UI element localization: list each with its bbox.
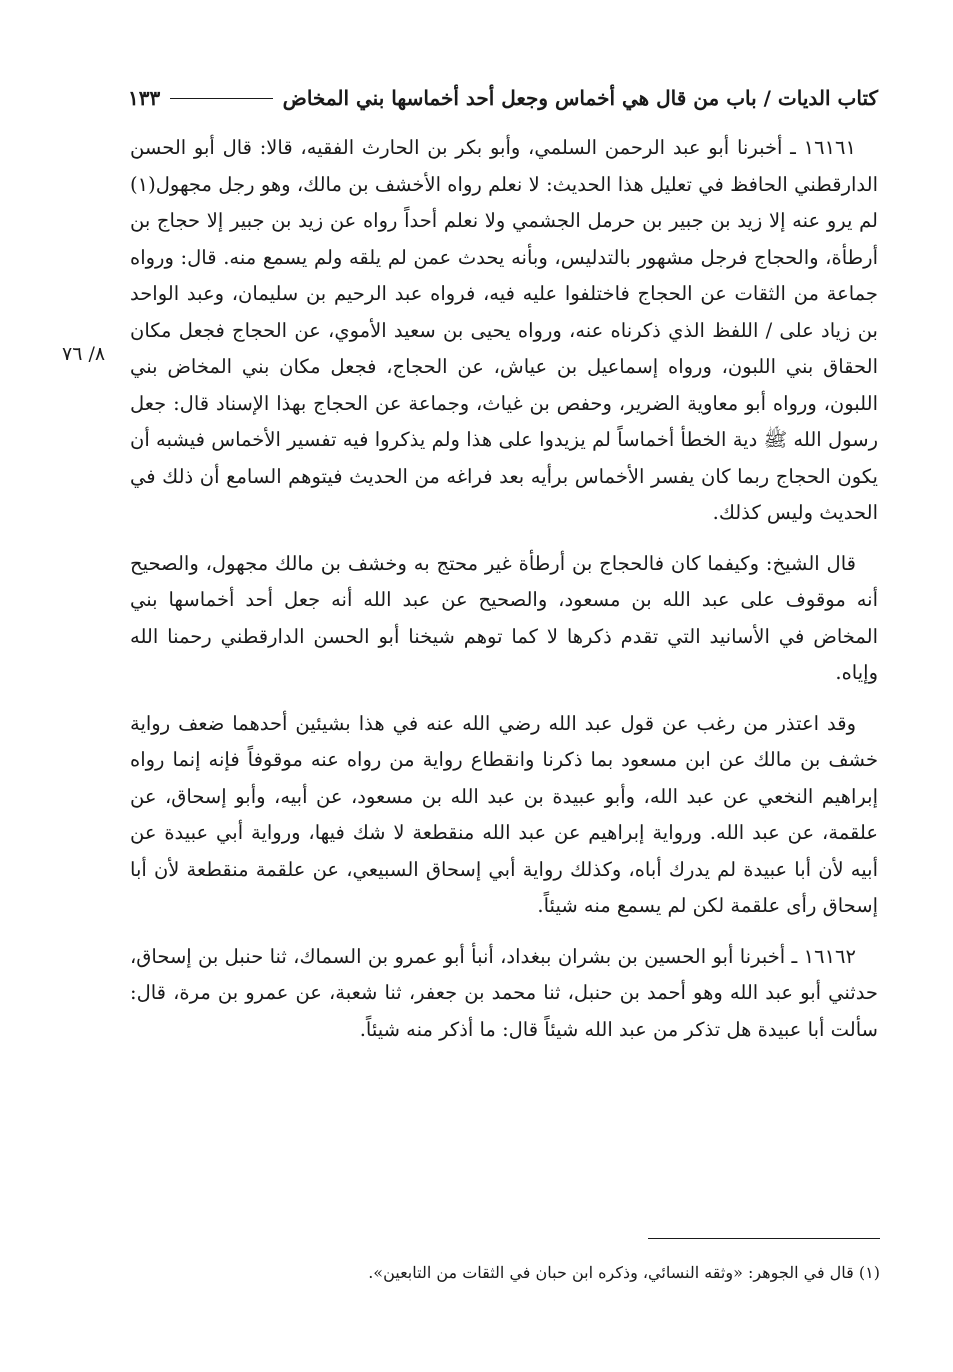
page-header (128, 78, 878, 118)
header-title: كتاب الديات / باب من قال هي أخماس وجعل أحد أخماسها بني المخاض (282, 86, 878, 110)
header-rule (170, 98, 272, 99)
paragraph-objection: وقد اعتذر من رغب عن قول عبد الله رضي الله عنه في هذا بشيئين أحدهما ضعف رواية خشف بن مالك عن ابن مسعود بما ذكرنا وانقطاع رواية من رواه عنه موقوفاً فإنه إنما رواه إبراهيم النخعي عن عبد الله، وأبو عبيدة بن عبد الله بن مسعود، عن أبيه، وأبو إسحاق، عن علقمة، عن عبد الله. ورواية إبراهيم عن عبد الله منقطعة لا شك فيها، ورواية أبي عبيدة عن أبيه لأن أبا عبيدة لم يدرك أباه، وكذلك رواية أبي إسحاق السبيعي، عن علقمة منقطعة لأن أبا إسحاق رأى علقمة لكن لم يسمع منه شيئاً. (130, 711, 878, 917)
page-number: ١٣٣ (128, 86, 161, 110)
footnote-separator (648, 1238, 880, 1239)
paragraph-shaykh-comment: قال الشيخ: وكيفما كان فالحجاج بن أرطأة غير محتج به وخشف بن مالك مجهول، والصحيح أنه موقوف على عبد الله بن مسعود، والصحيح عن عبد الله أنه جعل أحد أخماسها بني المخاض في الأسانيد التي تقدم ذكرها لا كما توهم شيخنا أبو الحسن الدارقطني رحمنا الله وإياه. (130, 551, 878, 684)
paragraph-hadith-16162: ١٦١٦٢ ـ أخبرنا أبو الحسين بن بشران ببغداد، أنبأ أبو عمرو بن السماك، ثنا حنبل بن إسحاق، حدثني أبو عبد الله وهو أحمد بن حنبل، ثنا محمد بن جعفر، ثنا شعبة، عن عمرو بن مرة، قال: سألت أبا عبيدة هل تذكر من عبد الله شيئاً قال: ما أذكر منه شيئاً. (130, 944, 878, 1041)
margin-reference: ٨/ ٧٦ (62, 343, 106, 365)
footnote: (١) قال في الجوهر: «وثقه النسائي، وذكره ابن حبان في الثقات من التابعين». (368, 1263, 880, 1282)
paragraph-hadith-16161: ١٦١٦١ ـ أخبرنا أبو عبد الرحمن السلمي، وأبو بكر بن الحارث الفقيه، قالا: قال أبو الحسن الدارقطني الحافظ في تعليل هذا الحديث: لا نعلم رواه الأخشف بن مالك، وهو رجل مجهول(١) لم يرو عنه إلا زيد بن جبير بن حرمل الجشمي ولا نعلم أحداً رواه عن زيد بن جبير إلا حجاج بن أرطأة، والحجاج فرجل مشهور بالتدليس، وبأنه يحدث عمن لم يلقه ولم يسمع منه. قال: ورواه جماعة من الثقات عن الحجاج فاختلفوا عليه فيه، فرواه عبد الرحيم بن سليمان، وعبد الواحد بن زياد على / اللفظ الذي ذكرناه عنه، ورواه يحيى بن سعيد الأموي، عن الحجاج فجعل مكان الحقاق بني اللبون، ورواه إسماعيل بن عياش، عن الحجاج، فجعل مكان بني المخاض بني اللبون، ورواه أبو معاوية الضرير، وحفص بن غياث، وجماعة عن الحجاج بهذا الإسناد قال: جعل رسول الله ﷺ دية الخطأ أخماساً لم يزيدوا على هذا ولم يذكروا فيه تفسير الأخماس فيشبه أن يكون الحجاج ربما كان يفسر الأخماس برأيه بعد فراغه من الحديث فيتوهم السامع أن ذلك في الحديث وليس كذلك. (130, 136, 878, 524)
main-text (130, 130, 878, 1048)
